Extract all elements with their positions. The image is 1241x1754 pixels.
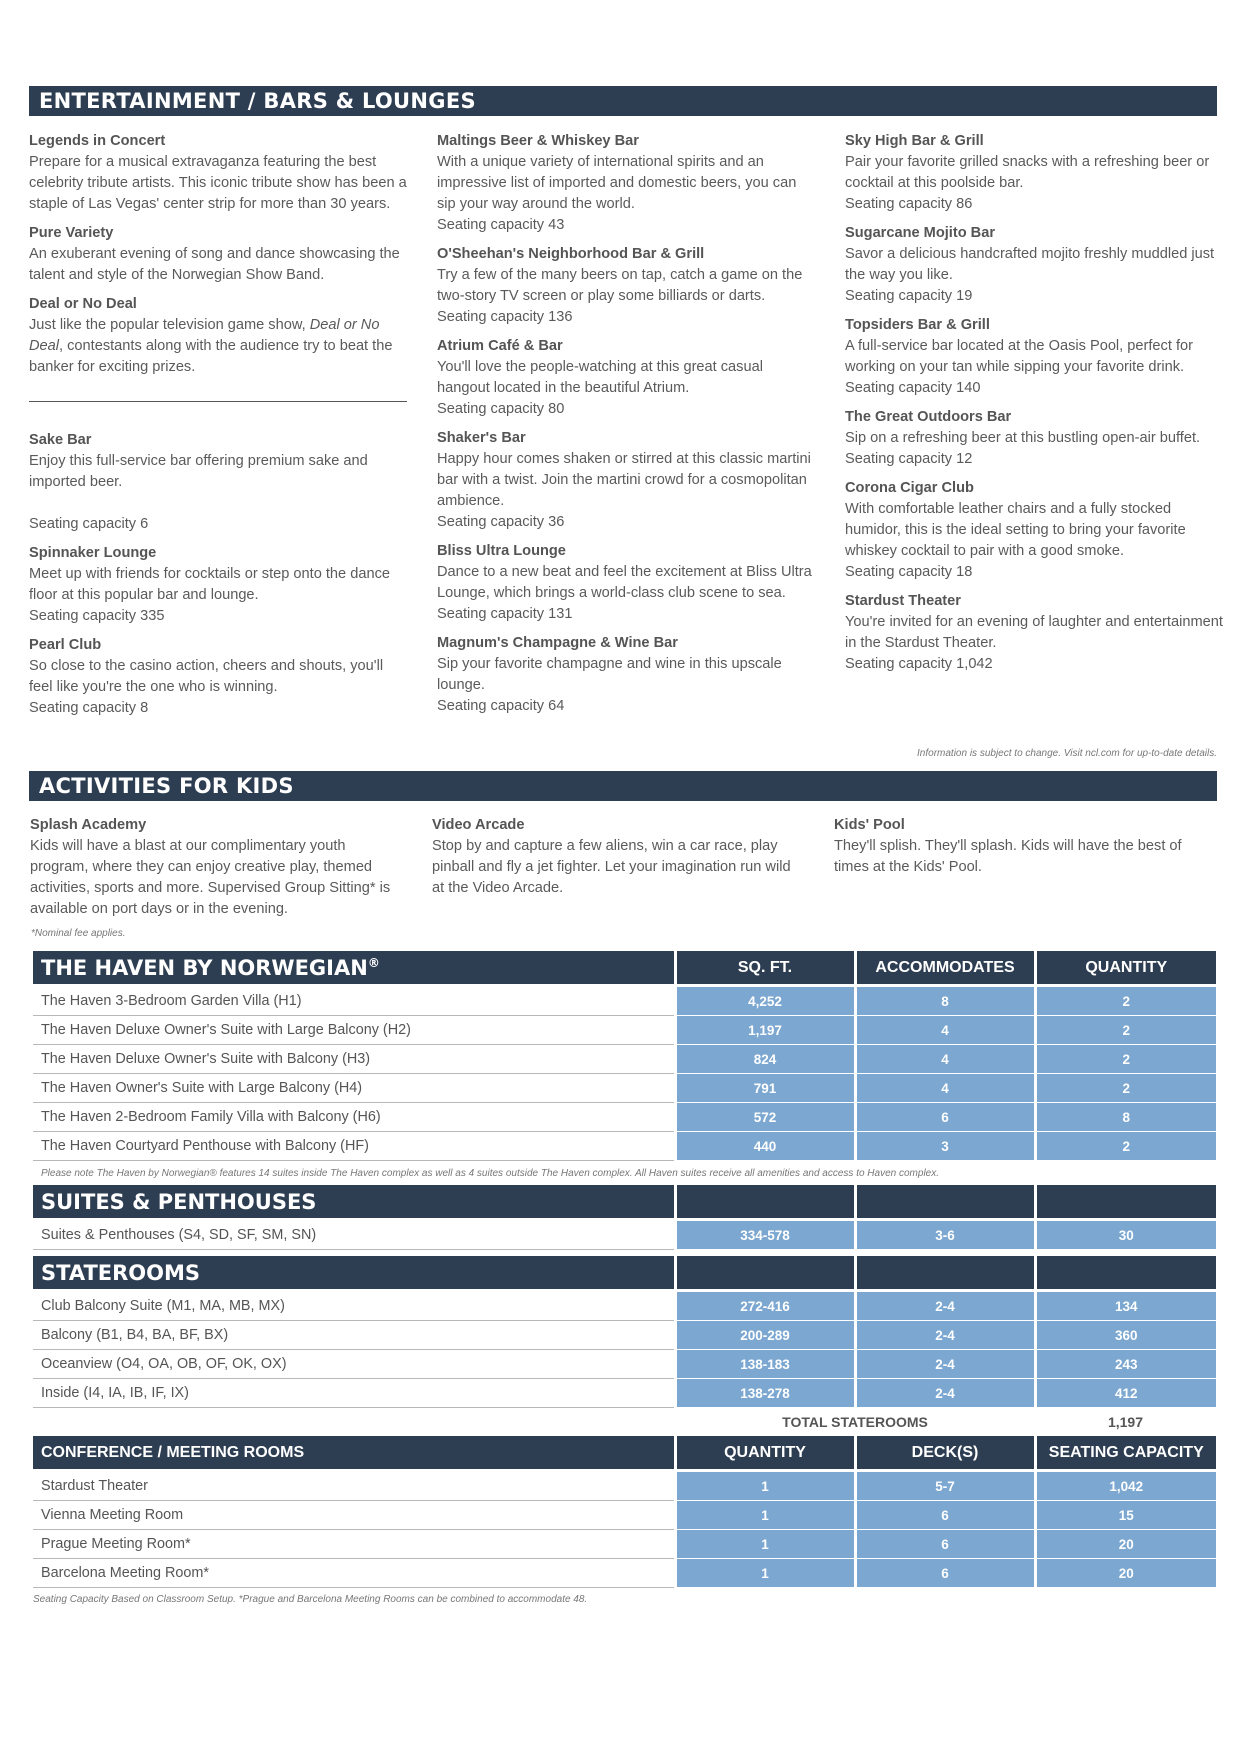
venue-description: Sip your favorite champagne and wine in this upscale lounge. (437, 656, 782, 693)
venue-topsiders (845, 315, 1225, 399)
venue-description: A full-service bar located at the Oasis Pool, perfect for working on your tan while sipping your favorite drink. (845, 338, 1193, 375)
total-blank (33, 1408, 675, 1437)
kids-splash-academy (30, 815, 400, 920)
header-blank (675, 1256, 855, 1291)
venue-title: Deal or No Deal (29, 296, 137, 312)
table-row (33, 1501, 1216, 1530)
kids-column-2 (432, 815, 802, 907)
venue-description (29, 315, 409, 378)
room-name: Stardust Theater (33, 1471, 675, 1501)
room-name: Oceanview (O4, OA, OB, OF, OK, OX) (33, 1350, 675, 1379)
sqft-value: 200-289 (675, 1321, 855, 1350)
venue-capacity: Seating capacity 12 (845, 451, 973, 467)
venue-title: Sky High Bar & Grill (845, 133, 984, 149)
venue-sky-high-bar (845, 131, 1225, 215)
suites-header-row (33, 1185, 1216, 1220)
table-row (33, 1471, 1216, 1501)
sqft-value: 272-416 (675, 1291, 855, 1321)
venue-description: With a unique variety of international spirits and an impressive list of imported and domestic beers, you can sip your way around the world. (437, 154, 797, 212)
table-row (33, 1379, 1216, 1408)
capacity-value: 20 (1035, 1530, 1216, 1559)
venue-shakers-bar (437, 428, 817, 533)
accommodates-value: 3-6 (855, 1220, 1035, 1250)
entertainment-column-1-lower (29, 430, 409, 727)
venue-deal-or-no-deal (29, 294, 409, 378)
venue-capacity: Seating capacity 1,042 (845, 656, 993, 672)
venue-title: Corona Cigar Club (845, 480, 974, 496)
activity-description: Kids will have a blast at our complimentary youth program, where they can enjoy creative play, themed activities, sports and more. Supervised Group Sitting* is available on port days or in the evening. (30, 838, 391, 917)
activity-description: They'll splish. They'll splash. Kids will have the best of times at the Kids' Pool. (834, 838, 1182, 875)
sqft-value: 4,252 (675, 986, 855, 1016)
venue-capacity: Seating capacity 80 (437, 401, 565, 417)
room-name: Club Balcony Suite (M1, MA, MB, MX) (33, 1291, 675, 1321)
section-divider (29, 401, 407, 402)
accommodates-value: 4 (855, 1016, 1035, 1045)
accommodates-value: 2-4 (855, 1321, 1035, 1350)
venue-description: Sip on a refreshing beer at this bustling open-air buffet. (845, 430, 1201, 446)
column-header-sqft: SQ. FT. (675, 951, 855, 986)
kids-pool (834, 815, 1194, 878)
quantity-value: 2 (1035, 1016, 1216, 1045)
spacer (29, 493, 409, 514)
venue-title: Atrium Café & Bar (437, 338, 563, 354)
venue-description: Happy hour comes shaken or stirred at this classic martini bar with a twist. Join the martini crowd for a cosmopolitan ambience. (437, 451, 811, 509)
room-name: The Haven Deluxe Owner's Suite with Balcony (H3) (33, 1045, 675, 1074)
quantity-value: 360 (1035, 1321, 1216, 1350)
venue-title: Legends in Concert (29, 133, 166, 149)
kids-video-arcade (432, 815, 802, 899)
venue-capacity: Seating capacity 64 (437, 698, 565, 714)
table-row (33, 1103, 1216, 1132)
deck-value: 6 (855, 1559, 1035, 1588)
accommodates-value: 2-4 (855, 1379, 1035, 1408)
quantity-value: 2 (1035, 986, 1216, 1016)
haven-header-row (33, 951, 1216, 986)
accommodates-value: 2-4 (855, 1291, 1035, 1321)
accommodates-value: 8 (855, 986, 1035, 1016)
venue-capacity: Seating capacity 6 (29, 516, 149, 532)
venue-great-outdoors-bar (845, 407, 1225, 470)
venue-sugarcane-mojito (845, 223, 1225, 307)
venue-description: Savor a delicious handcrafted mojito freshly muddled just the way you like. (845, 246, 1215, 283)
deck-value: 6 (855, 1530, 1035, 1559)
table-row (33, 1350, 1216, 1379)
quantity-value: 2 (1035, 1074, 1216, 1103)
venue-capacity: Seating capacity 8 (29, 700, 149, 716)
venue-atrium-cafe (437, 336, 817, 420)
venue-description: So close to the casino action, cheers and shouts, you'll feel like you're the one who is winning. (29, 658, 384, 695)
venue-capacity: Seating capacity 43 (437, 217, 565, 233)
desc-emphasis: Deal or No Deal (29, 317, 380, 354)
sqft-value: 138-278 (675, 1379, 855, 1408)
room-name: The Haven 3-Bedroom Garden Villa (H1) (33, 986, 675, 1016)
total-label: TOTAL STATEROOMS (782, 1414, 928, 1430)
venue-description: An exuberant evening of song and dance showcasing the talent and style of the Norwegian Show Band. (29, 246, 400, 283)
header-blank (1035, 1256, 1216, 1291)
entertainment-banner (29, 86, 1217, 116)
column-header-seating-capacity: SEATING CAPACITY (1035, 1436, 1216, 1471)
column-header-quantity: QUANTITY (1035, 951, 1216, 986)
venue-title: Magnum's Champagne & Wine Bar (437, 635, 678, 651)
conference-title: CONFERENCE / MEETING ROOMS (33, 1436, 675, 1471)
venue-capacity: Seating capacity 140 (845, 380, 981, 396)
room-name: Prague Meeting Room* (33, 1530, 675, 1559)
venue-osheehans (437, 244, 817, 328)
suites-title: SUITES & PENTHOUSES (33, 1185, 675, 1220)
room-name: The Haven 2-Bedroom Family Villa with Balcony (H6) (33, 1103, 675, 1132)
accommodates-value: 4 (855, 1074, 1035, 1103)
venue-title: Sugarcane Mojito Bar (845, 225, 996, 241)
venue-capacity: Seating capacity 19 (845, 288, 973, 304)
venue-description: Meet up with friends for cocktails or step onto the dance floor at this popular bar and lounge. (29, 566, 390, 603)
venue-title: Topsiders Bar & Grill (845, 317, 990, 333)
venue-title: Pure Variety (29, 225, 114, 241)
sqft-value: 791 (675, 1074, 855, 1103)
entertainment-column-1 (29, 131, 409, 386)
activity-title: Splash Academy (30, 817, 147, 833)
quantity-value: 134 (1035, 1291, 1216, 1321)
conference-note: Seating Capacity Based on Classroom Setup. *Prague and Barcelona Meeting Rooms can be combined to accommodate 48. (33, 1593, 588, 1605)
quantity-value: 1 (675, 1559, 855, 1588)
venue-title: Maltings Beer & Whiskey Bar (437, 133, 639, 149)
table-row (33, 1559, 1216, 1588)
kids-column-1 (30, 815, 400, 928)
staterooms-header-row (33, 1256, 1216, 1291)
room-name: Vienna Meeting Room (33, 1501, 675, 1530)
venue-corona-cigar-club (845, 478, 1225, 583)
venue-maltings (437, 131, 817, 236)
table-row (33, 1074, 1216, 1103)
kids-column-3 (834, 815, 1194, 886)
total-staterooms-row (33, 1408, 1216, 1437)
sqft-value: 440 (675, 1132, 855, 1161)
room-name: The Haven Owner's Suite with Large Balcony (H4) (33, 1074, 675, 1103)
column-header-accommodates: ACCOMMODATES (855, 951, 1035, 986)
venue-description: Dance to a new beat and feel the excitement at Bliss Ultra Lounge, which brings a world-class club scene to sea. (437, 564, 812, 601)
table-row (33, 1291, 1216, 1321)
venue-capacity: Seating capacity 86 (845, 196, 973, 212)
room-name: Balcony (B1, B4, BA, BF, BX) (33, 1321, 675, 1350)
table-row (33, 1132, 1216, 1161)
room-name: Inside (I4, IA, IB, IF, IX) (33, 1379, 675, 1408)
column-header-quantity: QUANTITY (675, 1436, 855, 1471)
quantity-value: 1 (675, 1501, 855, 1530)
header-blank (1035, 1185, 1216, 1220)
venue-capacity: Seating capacity 131 (437, 606, 573, 622)
sqft-value: 572 (675, 1103, 855, 1132)
quantity-value: 2 (1035, 1045, 1216, 1074)
venue-bliss-ultra-lounge (437, 541, 817, 625)
haven-title (33, 951, 675, 986)
kids-banner (29, 771, 1217, 801)
column-header-decks: DECK(S) (855, 1436, 1035, 1471)
venue-title: O'Sheehan's Neighborhood Bar & Grill (437, 246, 705, 262)
conference-header-row (33, 1436, 1216, 1471)
activity-title: Video Arcade (432, 817, 525, 833)
table-row (33, 986, 1216, 1016)
venue-spinnaker-lounge (29, 543, 409, 627)
venue-legends-in-concert (29, 131, 409, 215)
deck-value: 5-7 (855, 1471, 1035, 1501)
room-name: Barcelona Meeting Room* (33, 1559, 675, 1588)
room-name: The Haven Deluxe Owner's Suite with Large Balcony (H2) (33, 1016, 675, 1045)
quantity-value: 30 (1035, 1220, 1216, 1250)
venue-sake-bar (29, 430, 409, 535)
haven-title-text: THE HAVEN BY NORWEGIAN (41, 955, 368, 980)
venue-description: Enjoy this full-service bar offering premium sake and imported beer. (29, 453, 368, 490)
table-row (33, 1530, 1216, 1559)
venue-description: You'll love the people-watching at this great casual hangout located in the beautiful Atrium. (437, 359, 763, 396)
kids-title: ACTIVITIES FOR KIDS (39, 774, 294, 798)
entertainment-disclaimer: Information is subject to change. Visit ncl.com for up-to-date details. (917, 748, 1217, 759)
venue-description: Pair your favorite grilled snacks with a refreshing beer or cocktail at this poolside bar. (845, 154, 1210, 191)
accommodates-value: 4 (855, 1045, 1035, 1074)
header-blank (855, 1256, 1035, 1291)
kids-fee-note: *Nominal fee applies. (31, 928, 126, 939)
deck-value: 6 (855, 1501, 1035, 1530)
sqft-value: 1,197 (675, 1016, 855, 1045)
staterooms-title: STATEROOMS (33, 1256, 675, 1291)
desc-text: Just like the popular television game show, (29, 317, 310, 333)
venue-description: Try a few of the many beers on tap, catch a game on the two-story TV screen or play some billiards or darts. (437, 267, 803, 304)
registered-mark: ® (367, 955, 380, 970)
quantity-value: 1 (675, 1530, 855, 1559)
venue-capacity: Seating capacity 36 (437, 514, 565, 530)
activity-description: Stop by and capture a few aliens, win a car race, play pinball and fly a jet fighter. Let your imagination run wild at the Video Arcade. (432, 838, 791, 896)
venue-description: Prepare for a musical extravaganza featuring the best celebrity tribute artists. This iconic tribute show has been a staple of Las Vegas' center strip for more than 30 years. (29, 154, 407, 212)
quantity-value: 412 (1035, 1379, 1216, 1408)
venue-description: With comfortable leather chairs and a fully stocked humidor, this is the ideal setting to bring your favorite whiskey cocktail to pair with a good smoke. (845, 501, 1186, 559)
venue-capacity: Seating capacity 136 (437, 309, 573, 325)
room-name: The Haven Courtyard Penthouse with Balcony (HF) (33, 1132, 675, 1161)
sqft-value: 824 (675, 1045, 855, 1074)
room-name: Suites & Penthouses (S4, SD, SF, SM, SN) (33, 1220, 675, 1250)
haven-note: Please note The Haven by Norwegian® features 14 suites inside The Haven complex as well as 4 suites outside The Haven complex. All Haven suites receive all amenities and access to Haven complex. (41, 1167, 940, 1179)
table-row (33, 1321, 1216, 1350)
capacity-value: 20 (1035, 1559, 1216, 1588)
venue-capacity: Seating capacity 18 (845, 564, 973, 580)
venue-title: Bliss Ultra Lounge (437, 543, 566, 559)
table-row (33, 1220, 1216, 1250)
venue-title: Shaker's Bar (437, 430, 526, 446)
header-blank (675, 1185, 855, 1220)
quantity-value: 2 (1035, 1132, 1216, 1161)
quantity-value: 243 (1035, 1350, 1216, 1379)
header-blank (855, 1185, 1035, 1220)
venue-capacity: Seating capacity 335 (29, 608, 165, 624)
capacity-value: 15 (1035, 1501, 1216, 1530)
quantity-value: 1 (675, 1471, 855, 1501)
accommodates-value: 6 (855, 1103, 1035, 1132)
entertainment-title: ENTERTAINMENT / BARS & LOUNGES (39, 89, 476, 113)
sqft-value: 334-578 (675, 1220, 855, 1250)
conference-note-row (33, 1588, 1216, 1611)
capacity-value: 1,042 (1035, 1471, 1216, 1501)
sqft-value: 138-183 (675, 1350, 855, 1379)
accommodates-value: 2-4 (855, 1350, 1035, 1379)
venue-description: You're invited for an evening of laughter and entertainment in the Stardust Theater. (845, 614, 1223, 651)
quantity-value: 8 (1035, 1103, 1216, 1132)
venue-magnums (437, 633, 817, 717)
venue-title: Spinnaker Lounge (29, 545, 157, 561)
haven-note-row (33, 1161, 1216, 1186)
venue-title: Pearl Club (29, 637, 102, 653)
activity-title: Kids' Pool (834, 817, 905, 833)
table-row (33, 1016, 1216, 1045)
venue-title: Stardust Theater (845, 593, 961, 609)
entertainment-column-2 (437, 131, 817, 725)
entertainment-column-3 (845, 131, 1225, 683)
venue-title: Sake Bar (29, 432, 92, 448)
accommodates-value: 3 (855, 1132, 1035, 1161)
table-row (33, 1045, 1216, 1074)
venue-title: The Great Outdoors Bar (845, 409, 1012, 425)
accommodations-table (33, 951, 1216, 1610)
desc-text: , contestants along with the audience try to beat the banker for exciting prizes. (29, 338, 393, 375)
venue-pearl-club (29, 635, 409, 719)
venue-stardust-theater (845, 591, 1225, 675)
venue-pure-variety (29, 223, 409, 286)
total-value: 1,197 (1107, 1414, 1144, 1430)
